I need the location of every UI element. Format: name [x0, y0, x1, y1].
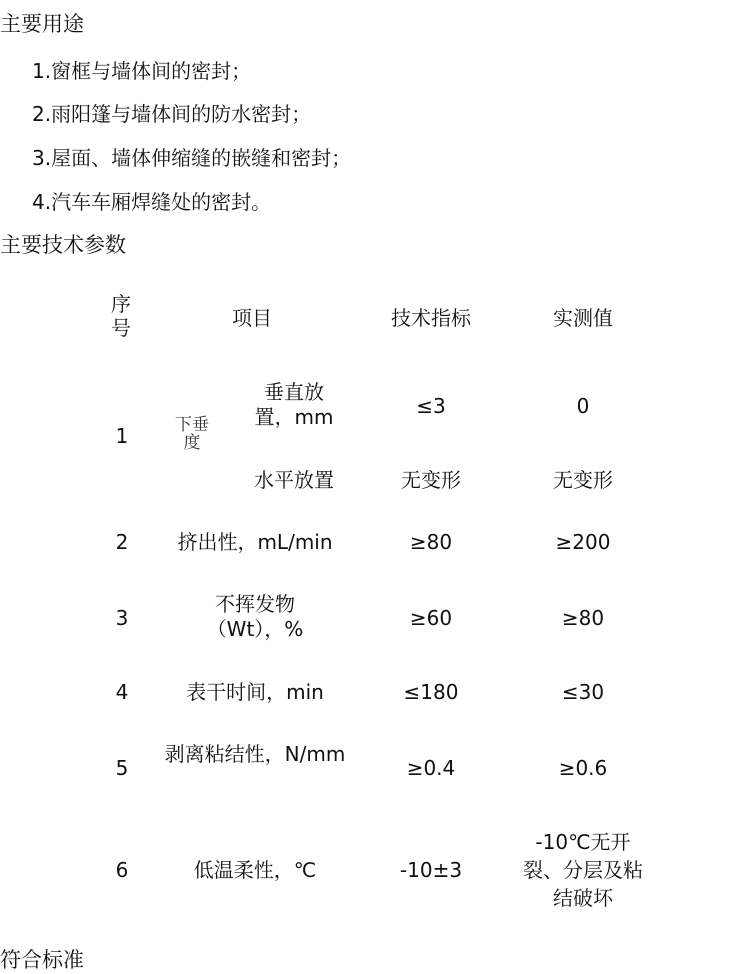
- section-heading-usage: 主要用途: [0, 12, 84, 36]
- cell-value: 无变形: [553, 468, 613, 492]
- cell-spec: ≥60: [409, 606, 453, 630]
- cell-value: ≥0.6: [558, 756, 608, 780]
- cell-value: ≥80: [561, 606, 605, 630]
- cell-item: 不挥发物（Wt），%: [206, 592, 304, 641]
- cell-value: ≤30: [561, 680, 605, 704]
- list-item: 1.窗框与墙体间的密封；: [32, 59, 252, 83]
- section-heading-parameters: 主要技术参数: [0, 233, 126, 257]
- table-header-item: 项目: [232, 306, 272, 330]
- cell-item: 挤出性，mL/min: [177, 530, 333, 554]
- list-item: 2.雨阳篷与墙体间的防水密封；: [32, 102, 312, 126]
- cell-item: 水平放置: [254, 468, 334, 492]
- cell-no: 4: [115, 680, 129, 704]
- cell-item: 剥离粘结性，N/mm: [164, 742, 346, 766]
- cell-item: 垂直放置，mm: [254, 380, 334, 429]
- cell-spec: ≤180: [403, 680, 459, 704]
- cell-spec: -10±3: [399, 858, 463, 882]
- cell-no: 3: [115, 606, 129, 630]
- list-item: 4.汽车车厢焊缝处的密封。: [32, 190, 272, 214]
- cell-value: -10℃无开裂、分层及粘结破坏: [523, 830, 643, 910]
- cell-spec: ≥0.4: [406, 756, 456, 780]
- cell-spec: 无变形: [401, 468, 461, 492]
- cell-no: 2: [115, 530, 129, 554]
- table-header-no: 序号: [111, 292, 131, 340]
- cell-no: 1: [115, 424, 129, 448]
- section-heading-standard: 符合标准: [0, 948, 84, 972]
- cell-value: ≥200: [555, 530, 611, 554]
- table-header-spec: 技术指标: [391, 306, 471, 330]
- cell-no: 5: [115, 756, 129, 780]
- cell-item: 低温柔性，℃: [193, 858, 317, 882]
- cell-group: 下垂度: [175, 415, 209, 453]
- cell-item: 表干时间，min: [186, 680, 324, 704]
- list-item: 3.屋面、墙体伸缩缝的嵌缝和密封；: [32, 146, 352, 170]
- cell-spec: ≥80: [409, 530, 453, 554]
- table-header-value: 实测值: [553, 306, 613, 330]
- cell-no: 6: [115, 858, 129, 882]
- cell-spec: ≤3: [416, 394, 446, 418]
- cell-value: 0: [576, 394, 590, 418]
